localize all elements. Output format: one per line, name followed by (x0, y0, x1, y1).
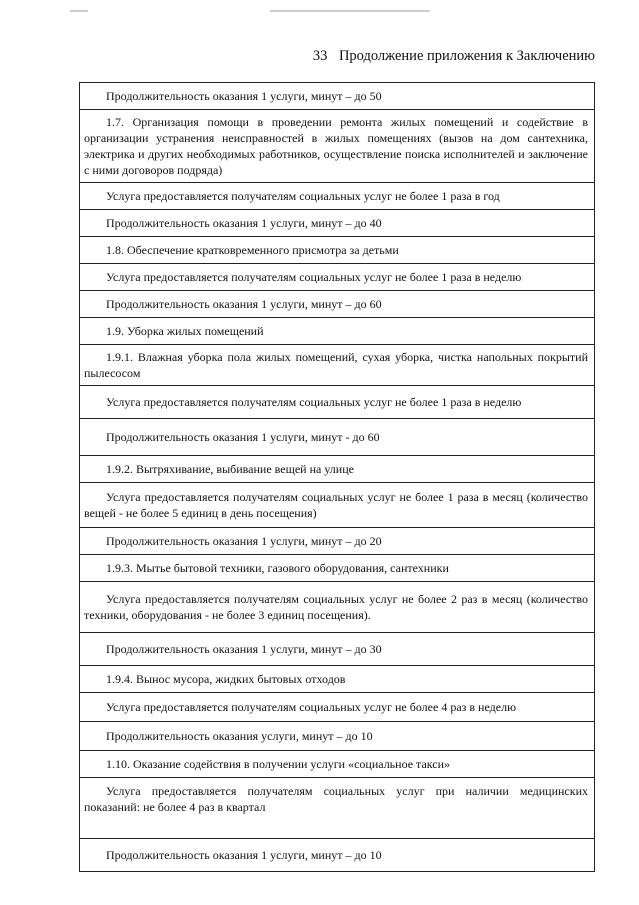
table-row (80, 210, 595, 237)
table-row (80, 666, 595, 693)
table-row (80, 555, 595, 582)
table-cell: Продолжительность оказания 1 услуги, минут – до 10 (80, 839, 595, 872)
table-cell: Услуга предоставляется получателям социальных услуг не более 2 раз в месяц (количество техники, оборудования - не более 3 единиц посещения). (80, 582, 595, 633)
table-row (80, 83, 595, 110)
table-row (80, 291, 595, 318)
table-row (80, 110, 595, 183)
table-cell: Услуга предоставляется получателям социальных услуг не более 1 раза в месяц (количество вещей - не более 5 единиц в день посещения) (80, 483, 595, 528)
table-cell: 1.9.4. Вынос мусора, жидких бытовых отходов (80, 666, 595, 693)
table-cell: Услуга предоставляется получателям социальных услуг не более 1 раза в неделю (80, 386, 595, 419)
table-cell: 1.9. Уборка жилых помещений (80, 318, 595, 345)
header-title: Продолжение приложения к Заключению (338, 48, 595, 64)
services-table (79, 82, 595, 872)
table-row (80, 386, 595, 419)
page-header (313, 48, 595, 65)
table-row (80, 237, 595, 264)
table-cell: Продолжительность оказания услуги, минут – до 10 (80, 722, 595, 751)
table-cell: 1.10. Оказание содействия в получении услуги «социальное такси» (80, 751, 595, 778)
table-row (80, 722, 595, 751)
table-cell: Продолжительность оказания 1 услуги, минут – до 50 (80, 83, 595, 110)
table-cell: Продолжительность оказания 1 услуги, минут - до 60 (80, 419, 595, 456)
table-cell: 1.9.3. Мытье бытовой техники, газового оборудования, сантехники (80, 555, 595, 582)
table-row (80, 419, 595, 456)
table-row (80, 582, 595, 633)
table-row (80, 318, 595, 345)
table-cell: Услуга предоставляется получателям социальных услуг не более 1 раза в год (80, 183, 595, 210)
table-cell: Продолжительность оказания 1 услуги, минут – до 40 (80, 210, 595, 237)
table-cell: 1.8. Обеспечение кратковременного присмотра за детьми (80, 237, 595, 264)
table-cell: Продолжительность оказания 1 услуги, минут – до 20 (80, 528, 595, 555)
table-row (80, 456, 595, 483)
table-row (80, 633, 595, 666)
table-row (80, 483, 595, 528)
scan-artifact-mark (270, 10, 430, 12)
table-cell: 1.7. Организация помощи в проведении ремонта жилых помещений и содействие в организации устранения неисправностей в жилых помещениях (вызов на дом сантехника, электрика и других необходимых работников, осуществление поиска исполнителей и заключение с ними договоров подряда) (80, 110, 595, 183)
table-row (80, 528, 595, 555)
scan-artifact-mark (70, 10, 88, 12)
table-row (80, 183, 595, 210)
table-cell: Продолжительность оказания 1 услуги, минут – до 60 (80, 291, 595, 318)
table-row (80, 751, 595, 778)
table-row (80, 778, 595, 839)
table-cell: Услуга предоставляется получателям социальных услуг при наличии медицинских показаний: не более 4 раз в квартал (80, 778, 595, 839)
table-row (80, 264, 595, 291)
table-row (80, 345, 595, 386)
page-number: 33 (312, 48, 328, 64)
table-cell: 1.9.1. Влажная уборка пола жилых помещений, сухая уборка, чистка напольных покрытий пылесосом (80, 345, 595, 386)
table-cell: Продолжительность оказания 1 услуги, минут – до 30 (80, 633, 595, 666)
table-row (80, 839, 595, 872)
table-row (80, 693, 595, 722)
table-cell: Услуга предоставляется получателям социальных услуг не более 1 раза в неделю (80, 264, 595, 291)
table-cell: Услуга предоставляется получателям социальных услуг не более 4 раз в неделю (80, 693, 595, 722)
table-cell: 1.9.2. Вытряхивание, выбивание вещей на улице (80, 456, 595, 483)
